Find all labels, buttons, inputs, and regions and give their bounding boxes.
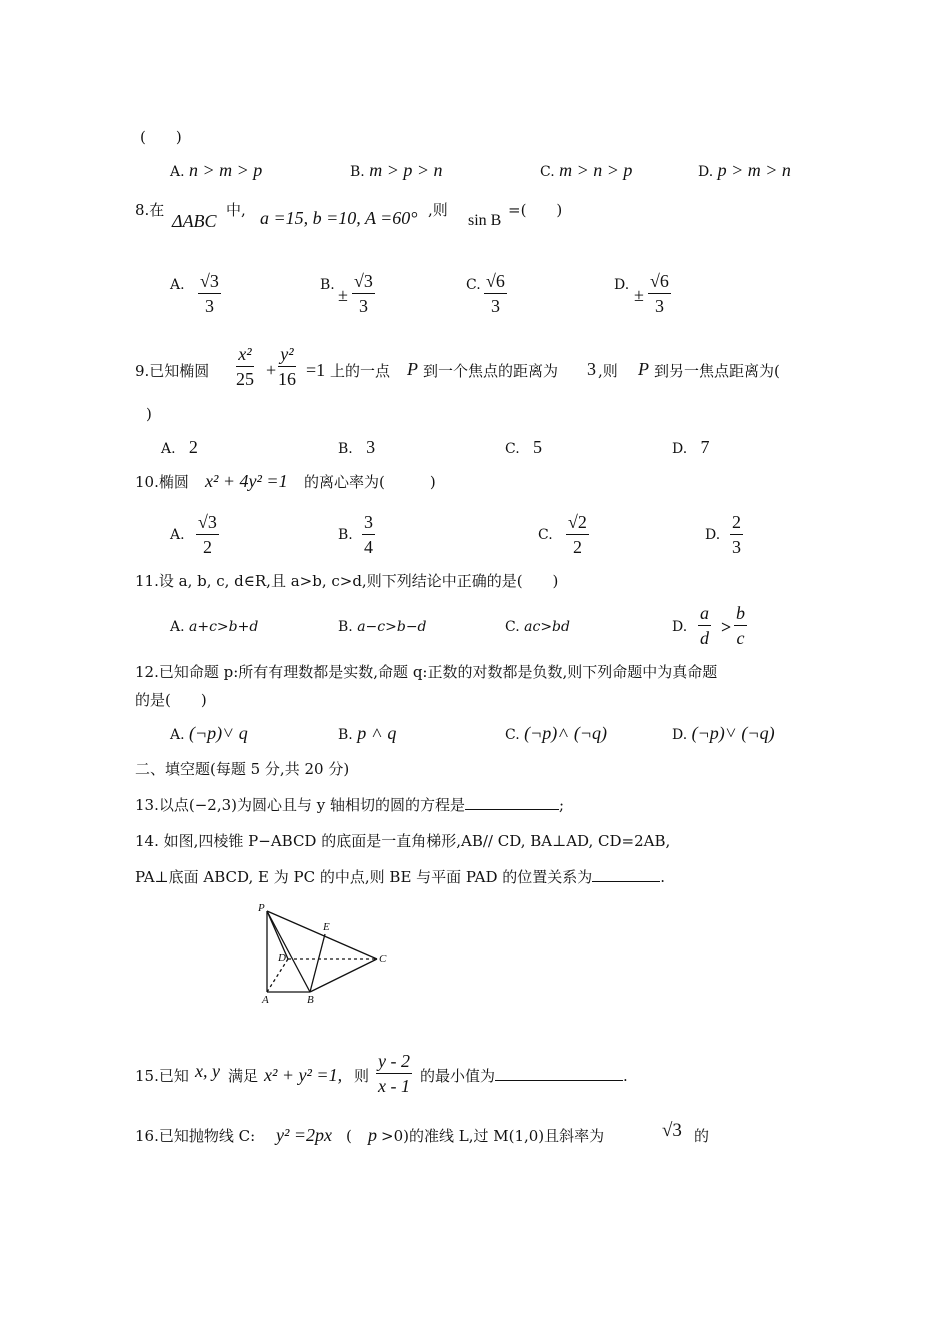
q11-option-d-gt: > bbox=[721, 617, 732, 637]
q12-option-d: D. (¬p)˅ (¬q) bbox=[672, 723, 775, 743]
q8-option-b-letter: B. bbox=[320, 277, 335, 293]
q11-option-d-letter: D. bbox=[672, 619, 688, 635]
q9-p2: P bbox=[638, 359, 649, 379]
pyramid-figure bbox=[250, 895, 400, 1010]
q15-frac: $\frac{y - 2}{x - 1}$ bbox=[378, 1051, 410, 1096]
q9-mid3: ,则 bbox=[598, 362, 618, 380]
q15-xy: x, y bbox=[195, 1061, 220, 1081]
edge-bc bbox=[310, 959, 377, 992]
label-a: A bbox=[262, 994, 269, 1006]
q9-frac-x: $\frac{\text{x²}}{25}$ bbox=[236, 344, 254, 389]
q9-plus: + bbox=[266, 360, 277, 380]
q15-mid: 满足 bbox=[228, 1067, 259, 1085]
q8-ze: ,则 bbox=[428, 201, 448, 219]
q10-option-b-letter: B. bbox=[338, 527, 353, 543]
label-b: B bbox=[307, 994, 314, 1006]
q9-option-c: C. 5 bbox=[505, 437, 543, 457]
q7-paren: ( ) bbox=[140, 128, 182, 146]
q11-option-d-frac2: $\frac{b}{c}$ bbox=[736, 603, 745, 648]
q8-condition: a =15, b =10, A =60° bbox=[260, 208, 418, 228]
q10-option-a-letter: A. bbox=[170, 527, 185, 543]
q11-option-c: C. ac>bd bbox=[505, 619, 570, 635]
q10-option-c-frac: $\frac{√2}{2}$ bbox=[568, 512, 587, 557]
q15-eq: x² + y² =1, bbox=[264, 1065, 343, 1085]
q10-option-c-letter: C. bbox=[538, 527, 553, 543]
q15-answer-blank[interactable] bbox=[495, 1080, 623, 1081]
q16-cond1: ( bbox=[346, 1127, 352, 1145]
q10-option-d-frac: $\frac{2}{3}$ bbox=[732, 512, 741, 557]
q9-p1: P bbox=[407, 359, 418, 379]
q7-option-d: D. p > m > n bbox=[698, 160, 791, 180]
q11-stem: 11.设 a, b, c, d∈R,且 a>b, c>d,则下列结论中正确的是( ) bbox=[135, 572, 559, 590]
q7-option-c: C. m > n > p bbox=[540, 160, 633, 180]
q10-option-b-frac: $\frac{3}{4}$ bbox=[364, 512, 373, 557]
label-e: E bbox=[323, 921, 330, 933]
q8-option-c-letter: C. bbox=[466, 277, 481, 293]
edge-pb bbox=[267, 911, 310, 992]
q8-zhong: 中, bbox=[226, 201, 246, 219]
q8-sinb: sin B bbox=[468, 212, 502, 229]
q8-option-b-sign: ± bbox=[338, 285, 348, 305]
q15-ze: 则 bbox=[354, 1067, 370, 1085]
q9-eq1: =1 bbox=[306, 360, 326, 380]
q8-option-a-frac: $\frac{√3}{3}$ bbox=[200, 271, 219, 316]
q9-mid4: 到另一焦点距离为( bbox=[654, 362, 780, 380]
q8-option-d-sign: ± bbox=[634, 285, 644, 305]
q9-mid: 上的一点 bbox=[330, 362, 391, 380]
q9-three: 3 bbox=[587, 359, 596, 379]
label-p: P bbox=[258, 902, 265, 914]
q9-option-d: D. 7 bbox=[672, 437, 710, 457]
q13-text: 13.以点(−2,3)为圆心且与 y 轴相切的圆的方程是 ; bbox=[135, 796, 565, 814]
q14-answer-blank[interactable] bbox=[592, 881, 660, 882]
label-c: C bbox=[379, 953, 387, 965]
q11-option-d-frac1: $\frac{a}{d}$ bbox=[700, 603, 709, 648]
q15-prefix: 15.已知 bbox=[135, 1067, 189, 1085]
q9-mid2: 到一个焦点的距离为 bbox=[423, 362, 559, 380]
q9-option-b: B. 3 bbox=[338, 437, 376, 457]
q10-prefix: 10.椭圆 bbox=[135, 473, 189, 491]
q12-line1: 12.已知命题 p:所有有理数都是实数,命题 q:正数的对数都是负数,则下列命题中为真命题 bbox=[135, 663, 718, 681]
q16-cond2: >0)的准线 L,过 M(1,0)且斜率为 bbox=[381, 1127, 605, 1145]
q14-line2: PA⊥底面 ABCD, E 为 PC 的中点,则 BE 与平面 PAD 的位置关系为 . bbox=[135, 868, 666, 886]
q9-option-a: A. 2 bbox=[161, 437, 198, 457]
label-d: D bbox=[278, 952, 286, 964]
q12-option-a: A. (¬p)˅ q bbox=[170, 723, 248, 743]
q9-frac-y: $\frac{\text{y²}}{16}$ bbox=[278, 344, 296, 389]
q8-option-d-frac: $\frac{√6}{3}$ bbox=[650, 271, 669, 316]
q9-close: ) bbox=[146, 405, 152, 423]
q13-answer-blank[interactable] bbox=[465, 809, 559, 810]
q16-p: p bbox=[368, 1125, 377, 1145]
q16-suffix: 的 bbox=[694, 1127, 710, 1145]
q12-line2: 的是( ) bbox=[135, 691, 207, 709]
q8-prefix: 8.在 bbox=[135, 201, 165, 219]
q10-option-d-letter: D. bbox=[705, 527, 721, 543]
q10-suffix: 的离心率为( ) bbox=[304, 473, 436, 491]
q16-prefix: 16.已知抛物线 C: bbox=[135, 1127, 256, 1145]
q11-option-a: A. a+c>b+d bbox=[170, 619, 259, 635]
q7-option-b: B. m > p > n bbox=[350, 160, 443, 180]
q14-line1: 14. 如图,四棱锥 P−ABCD 的底面是一直角梯形,AB// CD, BA⊥AD, CD=2AB, bbox=[135, 832, 671, 850]
q12-option-c: C. (¬p)˄ (¬q) bbox=[505, 723, 608, 743]
q9-prefix: 9.已知椭圆 bbox=[135, 362, 210, 380]
q15-suffix: 的最小值为 . bbox=[420, 1067, 628, 1085]
q8-option-b-frac: $\frac{√3}{3}$ bbox=[354, 271, 373, 316]
q8-option-a-letter: A. bbox=[170, 277, 185, 293]
q10-option-a-frac: $\frac{√3}{2}$ bbox=[198, 512, 217, 557]
q16-sqrt3: √3 bbox=[662, 1120, 682, 1141]
q12-option-b: B. p ˄ q bbox=[338, 723, 397, 743]
q11-option-b: B. a−c>b−d bbox=[338, 619, 427, 635]
segment-be bbox=[310, 934, 325, 992]
q7-option-a: A. n > m > p bbox=[170, 160, 263, 180]
q8-tail: =( ) bbox=[508, 201, 563, 219]
q16-eq: y² =2px bbox=[276, 1125, 333, 1145]
q8-option-c-frac: $\frac{√6}{3}$ bbox=[486, 271, 505, 316]
section-heading: 二、填空题(每题 5 分,共 20 分) bbox=[135, 760, 350, 778]
q10-eq: x² + 4y² =1 bbox=[205, 471, 288, 491]
q8-option-d-letter: D. bbox=[614, 277, 630, 293]
q8-triangle: ΔABC bbox=[172, 211, 217, 231]
